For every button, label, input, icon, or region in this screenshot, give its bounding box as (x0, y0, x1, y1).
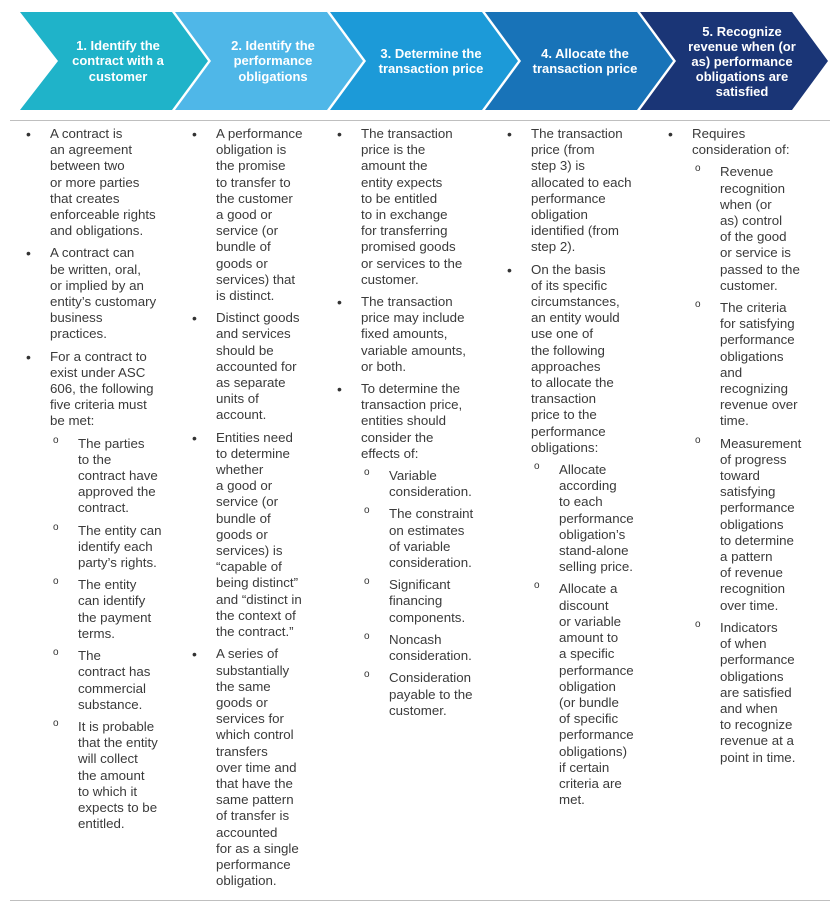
sub-bullet-line: of the good (720, 229, 787, 245)
bullet-line: entities should (361, 413, 447, 429)
sub-bullet-line: terms. (78, 625, 115, 641)
bullet-line: enforceable rights (50, 207, 156, 223)
bullet-line: entity expects (361, 174, 443, 190)
sub-bullet-line: amount to (559, 630, 619, 646)
bullet-list (531, 126, 659, 808)
bullet-line: goods or (216, 526, 268, 542)
bullet-line: between two (50, 158, 125, 174)
bullet-line: should be (216, 342, 274, 358)
bullet-line: variable amounts, (361, 342, 466, 358)
step-details (0, 122, 839, 902)
bullet-line: for as a single (216, 840, 299, 856)
sub-bullet-line: consideration. (389, 555, 472, 571)
sub-bullet-line: o Variable (389, 468, 437, 484)
bullet-line: • Distinct goods (216, 310, 300, 326)
step-5-column (692, 126, 822, 772)
bullet-line: price to the (531, 407, 597, 423)
bullet-line: whether (216, 462, 264, 478)
sub-bullet-line: o The entity (78, 577, 137, 593)
bullet-line: of transfer is (216, 808, 290, 824)
bullet-line: a good or (216, 478, 273, 494)
sub-bullet-line: a specific (559, 646, 615, 662)
bullet-line: an agreement (50, 142, 133, 158)
sub-bullet-line: and when (720, 700, 778, 716)
sub-bullet-line: toward (720, 468, 760, 484)
sub-bullet-line: discount (559, 597, 609, 613)
bullet-line: consideration of: (692, 142, 790, 158)
top-divider (10, 120, 830, 121)
sub-bullet-item (389, 577, 491, 626)
sub-bullet-line: the amount (78, 767, 145, 783)
bullet-line: and “distinct in (216, 591, 302, 607)
sub-bullet-line: passed to the (720, 261, 800, 277)
sub-bullet-line: (or bundle (559, 694, 619, 710)
sub-bullet-line: obligations (720, 516, 784, 532)
bullet-line: to transfer to (216, 174, 291, 190)
bullet-line: fixed amounts, (361, 326, 448, 342)
bullet-line: • On the basis (531, 261, 606, 277)
bullet-list (361, 126, 491, 719)
bullet-line: • Entities need (216, 429, 293, 445)
sub-bullet-line: criteria are (559, 775, 622, 791)
sub-bullet-item (720, 620, 822, 766)
sub-bullet-line: revenue at a (720, 733, 794, 749)
bullet-line: obligation (531, 207, 588, 223)
step-1-column (50, 126, 175, 838)
sub-bullet-line: o Consideration (389, 670, 472, 686)
step-2-label: 2. Identify the performance obligations (231, 37, 315, 84)
sub-bullet-line: obligation (559, 678, 616, 694)
sub-bullet-line: on estimates (389, 522, 465, 538)
sub-bullet-line: performance (720, 500, 795, 516)
sub-bullet-line: identify each (78, 538, 153, 554)
sub-bullet-line: obligations (720, 668, 784, 684)
sub-bullet-line: performance (559, 662, 634, 678)
step-4-column (531, 126, 659, 814)
sub-bullet-line: customer. (720, 277, 778, 293)
sub-bullet-line: party’s rights. (78, 555, 157, 571)
sub-bullet-line: of progress (720, 451, 787, 467)
sub-bullet-item (559, 581, 659, 808)
bullet-line: of its specific (531, 277, 608, 293)
step-5-label: 5. Recognize revenue when (or as) performance obligations are satisfied (688, 23, 796, 99)
sub-bullet-line: contract have (78, 468, 158, 484)
bullet-line: to be entitled (361, 190, 438, 206)
bullet-list (50, 126, 175, 832)
bullet-item (216, 646, 336, 889)
sub-bullet-item (389, 468, 491, 500)
sub-bullet-line: o Allocate a (559, 581, 618, 597)
sub-bullet-line: of when (720, 636, 767, 652)
bullet-line: • A performance (216, 126, 303, 141)
bullet-line: obligation. (216, 873, 277, 889)
bullet-line: allocated to each (531, 174, 632, 190)
sub-bullet-line: of variable (389, 538, 451, 554)
sub-bullet-line: obligations) (559, 743, 628, 759)
step-1-label: 1. Identify the contract with a customer (72, 37, 164, 84)
sub-bullet-item (720, 436, 822, 614)
bullet-line: • A contract is (50, 126, 123, 141)
bullet-line: customer. (361, 271, 419, 287)
bullet-line: or implied by an (50, 277, 144, 293)
sub-bullet-item (720, 164, 822, 294)
bullet-line: or both. (361, 358, 407, 374)
sub-bullet-line: can identify (78, 593, 146, 609)
sub-bullet-line: over time. (720, 597, 779, 613)
bullet-line: identified (from (531, 223, 619, 239)
bullet-line: • The transaction (361, 126, 453, 141)
sub-bullet-line: the payment (78, 609, 152, 625)
sub-bullet-list (78, 436, 175, 833)
bullet-line: the context of (216, 607, 296, 623)
bullet-line: be written, oral, (50, 261, 141, 277)
bullet-line: 606, the following (50, 381, 154, 397)
bullet-line: same pattern (216, 792, 294, 808)
bullet-line: exist under ASC (50, 364, 146, 380)
bullet-line: that creates (50, 190, 120, 206)
sub-bullet-list (559, 462, 659, 808)
sub-bullet-line: o Revenue (720, 164, 774, 180)
bullet-item (216, 430, 336, 641)
sub-bullet-line: o Indicators (720, 619, 778, 635)
bullet-line: performance (531, 190, 606, 206)
sub-bullet-item (78, 577, 175, 642)
sub-bullet-line: consideration. (389, 648, 472, 664)
sub-bullet-line: selling price. (559, 559, 633, 575)
bullet-line: to in exchange (361, 207, 448, 223)
bullet-line: or more parties (50, 174, 140, 190)
bullet-line: units of (216, 391, 259, 407)
bullet-line: step 2). (531, 239, 576, 255)
sub-bullet-line: performance (720, 332, 795, 348)
sub-bullet-line: if certain (559, 759, 610, 775)
bullet-line: as separate (216, 375, 286, 391)
sub-bullet-line: commercial (78, 680, 146, 696)
sub-bullet-line: payable to the (389, 686, 473, 702)
sub-bullet-line: point in time. (720, 749, 796, 765)
bullet-line: practices. (50, 326, 107, 342)
bullet-line: the contract.” (216, 624, 294, 640)
bottom-divider (10, 900, 830, 901)
bullet-line: price is the (361, 142, 426, 158)
bullet-line: effects of: (361, 445, 419, 461)
sub-bullet-line: revenue over (720, 397, 798, 413)
sub-bullet-line: will collect (78, 751, 138, 767)
bullet-item (50, 126, 175, 239)
bullet-line: service (or (216, 494, 279, 510)
bullet-line: a good or (216, 207, 273, 223)
bullet-line: • To determine the (361, 381, 461, 397)
sub-bullet-line: entitled. (78, 816, 125, 832)
bullet-line: being distinct” (216, 575, 299, 591)
sub-bullet-line: obligations (720, 348, 784, 364)
sub-bullet-line: or service is (720, 245, 791, 261)
bullet-item (216, 310, 336, 423)
sub-bullet-line: stand-alone (559, 543, 629, 559)
sub-bullet-line: when (or (720, 196, 772, 212)
sub-bullet-line: consideration. (389, 484, 472, 500)
sub-bullet-line: as) control (720, 213, 783, 229)
sub-bullet-line: o The criteria (720, 300, 787, 316)
bullet-line: performance (531, 423, 606, 439)
sub-bullet-line: o The entity can (78, 522, 162, 538)
sub-bullet-line: that the entity (78, 735, 158, 751)
bullet-line: goods or (216, 255, 268, 271)
sub-bullet-item (389, 506, 491, 571)
bullet-line: price (from (531, 142, 595, 158)
sub-bullet-line: o The constraint (389, 506, 474, 522)
sub-bullet-line: or variable (559, 613, 622, 629)
sub-bullet-item (78, 436, 175, 517)
sub-bullet-line: o The (78, 648, 101, 664)
bullet-line: bundle of (216, 239, 271, 255)
sub-bullet-line: o Allocate (559, 462, 607, 478)
sub-bullet-line: recognition (720, 180, 786, 196)
step-4-label: 4. Allocate the transaction price (532, 45, 638, 76)
sub-bullet-line: are satisfied (720, 684, 792, 700)
sub-bullet-line: o Measurement (720, 435, 802, 451)
bullet-line: and services (216, 326, 291, 342)
bullet-item (50, 349, 175, 833)
bullet-line: and obligations. (50, 223, 144, 239)
bullet-line: over time and (216, 759, 297, 775)
bullet-line: substantially (216, 662, 290, 678)
bullet-line: the same (216, 678, 271, 694)
bullet-line: the following (531, 342, 605, 358)
sub-bullet-line: to each (559, 494, 603, 510)
sub-bullet-line: satisfying (720, 484, 776, 500)
sub-bullet-item (389, 632, 491, 664)
bullet-line: account. (216, 407, 267, 423)
sub-bullet-line: performance (559, 510, 634, 526)
bullet-item (50, 245, 175, 342)
sub-bullet-line: performance (720, 652, 795, 668)
bullet-line: or services to the (361, 255, 463, 271)
bullet-line: five criteria must (50, 397, 147, 413)
sub-bullet-line: met. (559, 792, 585, 808)
sub-bullet-line: of specific (559, 711, 619, 727)
sub-bullet-line: substance. (78, 696, 143, 712)
sub-bullet-line: recognition (720, 581, 786, 597)
bullet-line: bundle of (216, 510, 271, 526)
sub-bullet-item (78, 648, 175, 713)
sub-bullet-line: o Significant (389, 577, 451, 593)
bullet-line: for transferring (361, 223, 448, 239)
sub-bullet-line: of revenue (720, 565, 783, 581)
bullet-line: that have the (216, 775, 293, 791)
bullet-line: transaction (531, 391, 597, 407)
bullet-line: • A contract can (50, 245, 135, 261)
bullet-line: accounted (216, 824, 278, 840)
bullet-item (692, 126, 822, 766)
step-3-column (361, 126, 491, 725)
sub-bullet-list (389, 468, 491, 719)
bullet-line: an entity would (531, 310, 620, 326)
sub-bullet-line: time. (720, 413, 749, 429)
sub-bullet-line: and (720, 364, 743, 380)
bullet-line: circumstances, (531, 294, 620, 310)
bullet-line: performance (216, 856, 291, 872)
sub-bullet-list (720, 164, 822, 765)
bullet-line: entity’s customary (50, 294, 157, 310)
sub-bullet-item (559, 462, 659, 575)
bullet-line: • The transaction (361, 294, 453, 310)
bullet-line: services) is (216, 543, 283, 559)
bullet-line: use one of (531, 326, 594, 342)
bullet-line: is distinct. (216, 288, 275, 304)
sub-bullet-item (78, 719, 175, 832)
bullet-line: promised goods (361, 239, 456, 255)
step-2-column (216, 126, 336, 895)
bullet-line: business (50, 310, 103, 326)
bullet-line: • The transaction (531, 126, 623, 141)
bullet-item (216, 126, 336, 304)
sub-bullet-line: contract has (78, 664, 151, 680)
bullet-list (216, 126, 336, 889)
sub-bullet-line: financing (389, 593, 443, 609)
bullet-line: the promise (216, 158, 286, 174)
sub-bullet-line: a pattern (720, 549, 773, 565)
bullet-line: transfers (216, 743, 268, 759)
bullet-line: to allocate the (531, 375, 614, 391)
sub-bullet-line: o Noncash (389, 631, 442, 647)
sub-bullet-line: to determine (720, 532, 794, 548)
bullet-item (361, 126, 491, 288)
bullet-line: which control (216, 727, 294, 743)
sub-bullet-item (389, 670, 491, 719)
sub-bullet-line: performance (559, 727, 634, 743)
sub-bullet-item (720, 300, 822, 430)
sub-bullet-item (78, 523, 175, 572)
bullet-line: goods or (216, 694, 268, 710)
bullet-line: obligations: (531, 439, 599, 455)
bullet-item (361, 294, 491, 375)
step-3-label: 3. Determine the transaction price (378, 45, 484, 76)
bullet-line: services) that (216, 271, 296, 287)
bullet-line: step 3) is (531, 158, 585, 174)
bullet-list (692, 126, 822, 766)
sub-bullet-line: approved the (78, 484, 156, 500)
bullet-line: the customer (216, 190, 293, 206)
bullet-line: services for (216, 711, 284, 727)
sub-bullet-line: components. (389, 609, 466, 625)
bullet-item (531, 262, 659, 809)
bullet-line: consider the (361, 429, 434, 445)
bullet-line: to determine (216, 445, 290, 461)
sub-bullet-line: obligation’s (559, 526, 626, 542)
bullet-line: “capable of (216, 559, 282, 575)
bullet-line: amount the (361, 158, 428, 174)
sub-bullet-line: customer. (389, 702, 447, 718)
sub-bullet-line: for satisfying (720, 316, 795, 332)
bullet-line: accounted for (216, 358, 297, 374)
bullet-line: • Requires (692, 126, 746, 141)
bullet-item (361, 381, 491, 719)
sub-bullet-line: to the (78, 451, 112, 467)
sub-bullet-line: o The parties (78, 435, 145, 451)
bullet-line: transaction price, (361, 397, 463, 413)
sub-bullet-line: according (559, 478, 617, 494)
bullet-line: service (or (216, 223, 279, 239)
bullet-line: • A series of (216, 646, 279, 662)
bullet-item (531, 126, 659, 256)
sub-bullet-line: to which it (78, 783, 138, 799)
bullet-line: approaches (531, 358, 601, 374)
bullet-line: be met: (50, 413, 95, 429)
bullet-line: price may include (361, 310, 465, 326)
bullet-line: obligation is (216, 142, 287, 158)
sub-bullet-line: contract. (78, 500, 129, 516)
sub-bullet-line: o It is probable (78, 718, 155, 734)
sub-bullet-line: to recognize (720, 717, 793, 733)
bullet-line: • For a contract to (50, 348, 147, 364)
sub-bullet-line: expects to be (78, 799, 158, 815)
sub-bullet-line: recognizing (720, 381, 789, 397)
